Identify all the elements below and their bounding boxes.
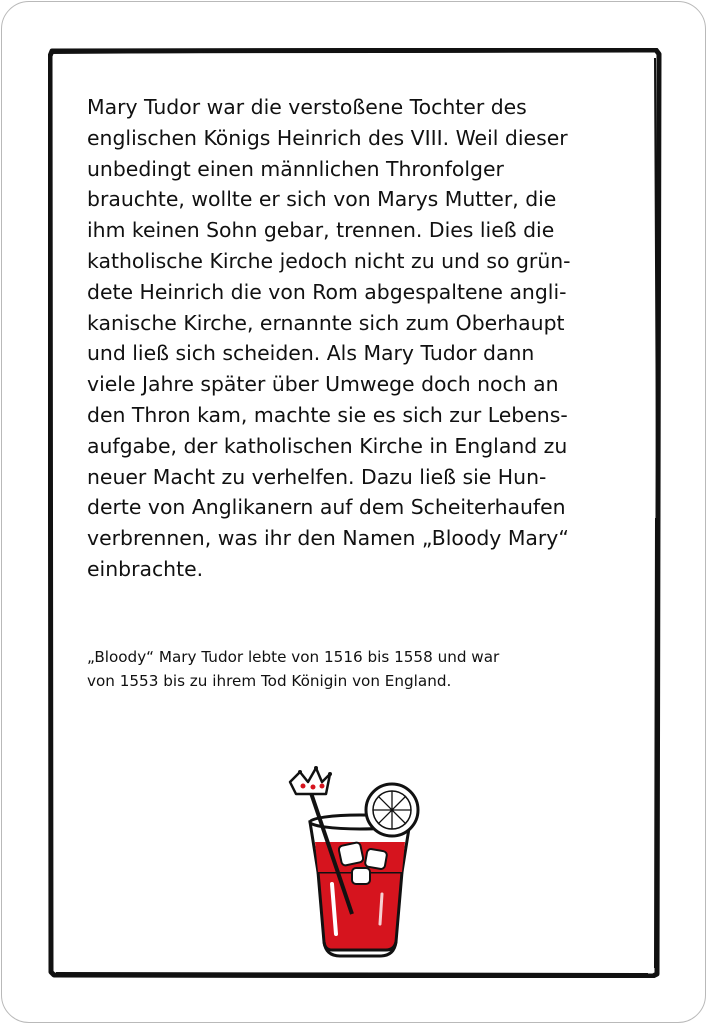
- story-line: brauchte, wollte er sich von Marys Mutter, die: [87, 187, 557, 212]
- story-line: katholische Kirche jedoch nicht zu und so grün-: [87, 248, 571, 273]
- story-line: einbrachte.: [87, 556, 204, 581]
- card: [1, 1, 706, 1023]
- fact-note: [87, 645, 632, 693]
- story-line: ihm keinen Sohn gebar, trennen. Dies ließ die: [87, 218, 555, 243]
- story-line: derte von Anglikanern auf dem Scheiterhaufen: [87, 495, 566, 520]
- story-line: neuer Macht zu verhelfen. Dazu ließ sie Hun-: [87, 464, 547, 489]
- story-line: unbedingt einen männlichen Thronfolger: [87, 156, 504, 181]
- story-line: verbrennen, was ihr den Namen „Bloody Mary“: [87, 526, 569, 551]
- story-line: dete Heinrich die von Rom abgespaltene angli-: [87, 279, 567, 304]
- story-line: viele Jahre später über Umwege doch noch an: [87, 372, 559, 397]
- story-text: [87, 92, 632, 585]
- fact-line: „Bloody“ Mary Tudor lebte von 1516 bis 1558 und war: [87, 648, 500, 666]
- story-line: den Thron kam, machte sie es sich zur Lebens-: [87, 402, 568, 427]
- bloody-mary-cocktail-icon: [270, 764, 430, 964]
- story-line: englischen Königs Heinrich des VIII. Weil dieser: [87, 125, 568, 150]
- story-line: kanische Kirche, ernannte sich zum Oberhaupt: [87, 310, 565, 335]
- story-line: und ließ sich scheiden. Als Mary Tudor dann: [87, 341, 535, 366]
- fact-line: von 1553 bis zu ihrem Tod Königin von England.: [87, 672, 452, 690]
- story-line: aufgabe, der katholischen Kirche in England zu: [87, 433, 568, 458]
- story-line: Mary Tudor war die verstoßene Tochter des: [87, 95, 527, 119]
